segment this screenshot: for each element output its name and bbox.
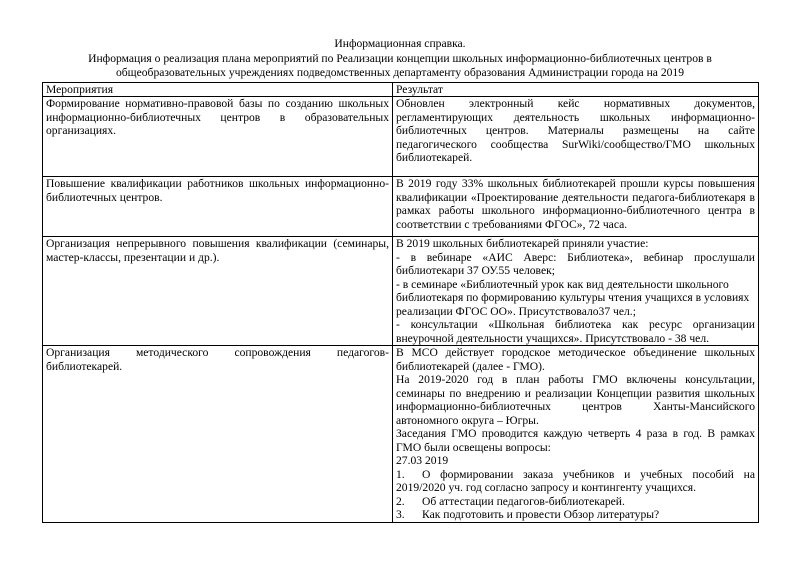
document-title <box>42 37 758 81</box>
activity-cell <box>43 346 393 523</box>
result-cell <box>393 177 759 237</box>
table-row <box>43 177 759 237</box>
title-line-2: Информация о реализация плана мероприятий по Реализации концепции школьных информационно-библиотечных центров в <box>88 51 712 65</box>
activity-cell <box>43 97 393 177</box>
paragraph: Обновлен электронный кейс нормативных документов, регламентирующих деятельность школьных информационно-библиотечных центров. Материалы размещены на сайте педагогического сообщества SurWiki/сообщество/ГМО школьных библиотекарей. <box>396 97 755 165</box>
table-header-row <box>43 82 759 97</box>
list-number: 2. <box>396 494 405 508</box>
paragraph: Заседания ГМО проводится каждую четверть 4 раза в год. В рамках ГМО были освещены вопросы: <box>396 427 755 454</box>
title-line-3: общеобразовательных учреждениях подведомственных департаменту образования Администрации города на 2019 <box>115 66 685 80</box>
paragraph: В 2019 году 33% школьных библиотекарей прошли курсы повышения квалификации «Проектирование деятельности педагога-библиотекаря в рамках работы школьного информационно-библиотечного центра в соответствии с требованиями ФГОС», 72 часа. <box>396 177 755 231</box>
result-cell <box>393 97 759 177</box>
list-number: 3. <box>396 508 405 522</box>
paragraph: 2. Об аттестации педагогов-библиотекарей. <box>396 494 625 508</box>
column-header-results: Результат <box>393 82 759 97</box>
paragraph: В 2019 школьных библиотекарей приняли участие: <box>396 237 649 251</box>
activity-cell <box>43 177 393 237</box>
paragraph: - консультации «Школьная библиотека как ресурс организации внеурочной деятельности учащихся». Присутствовало - 38 чел. <box>396 318 755 345</box>
paragraph: Организация методического сопровождения педагогов-библиотекарей. <box>46 346 389 373</box>
table-row <box>43 346 759 523</box>
paragraph: Организация непрерывного повышения квалификации (семинары, мастер-классы, презентации и др.). <box>46 237 389 264</box>
result-cell <box>393 237 759 346</box>
paragraph: Повышение квалификации работников школьных информационно-библиотечных центров. <box>46 177 389 204</box>
paragraph: В МСО действует городское методическое объединение школьных библиотекарей (далее - ГМО). <box>396 346 755 373</box>
activity-cell <box>43 237 393 346</box>
paragraph: 3. Как подготовить и провести Обзор литературы? <box>396 508 660 522</box>
paragraph: 27.03 2019 <box>396 454 449 468</box>
table-body <box>43 97 759 523</box>
paragraph: - в семинаре «Библиотечный урок как вид деятельности школьного библиотекаря по формированию культуры чтения учащихся в условиях реализации ФГОС ОО». Присутствовало37 чел.; <box>396 277 750 318</box>
paragraph: На 2019-2020 год в план работы ГМО включены консультации, семинары по внедрению и реализации Концепции развития школьных информационно-библиотечных центров Ханты-Мансийского автономного округа – Югры. <box>396 373 755 427</box>
list-number: 1. <box>396 467 405 481</box>
report-table <box>42 82 759 523</box>
paragraph: - в вебинаре «АИС Аверс: Библиотека», вебинар прослушали библиотекари 37 ОУ.55 человек; <box>396 250 755 278</box>
table-row <box>43 97 759 177</box>
paragraph: Формирование нормативно-правовой базы по созданию школьных информационно-библиотечных центров в образовательных организациях. <box>46 97 389 138</box>
paragraph: 1. О формировании заказа учебников и учебных пособий на 2019/2020 уч. год согласно запросу и контингенту учащихся. <box>396 467 755 495</box>
table-row <box>43 237 759 346</box>
column-header-activities: Мероприятия <box>43 82 393 97</box>
result-cell <box>393 346 759 523</box>
title-line-1: Информационная справка. <box>334 37 466 50</box>
